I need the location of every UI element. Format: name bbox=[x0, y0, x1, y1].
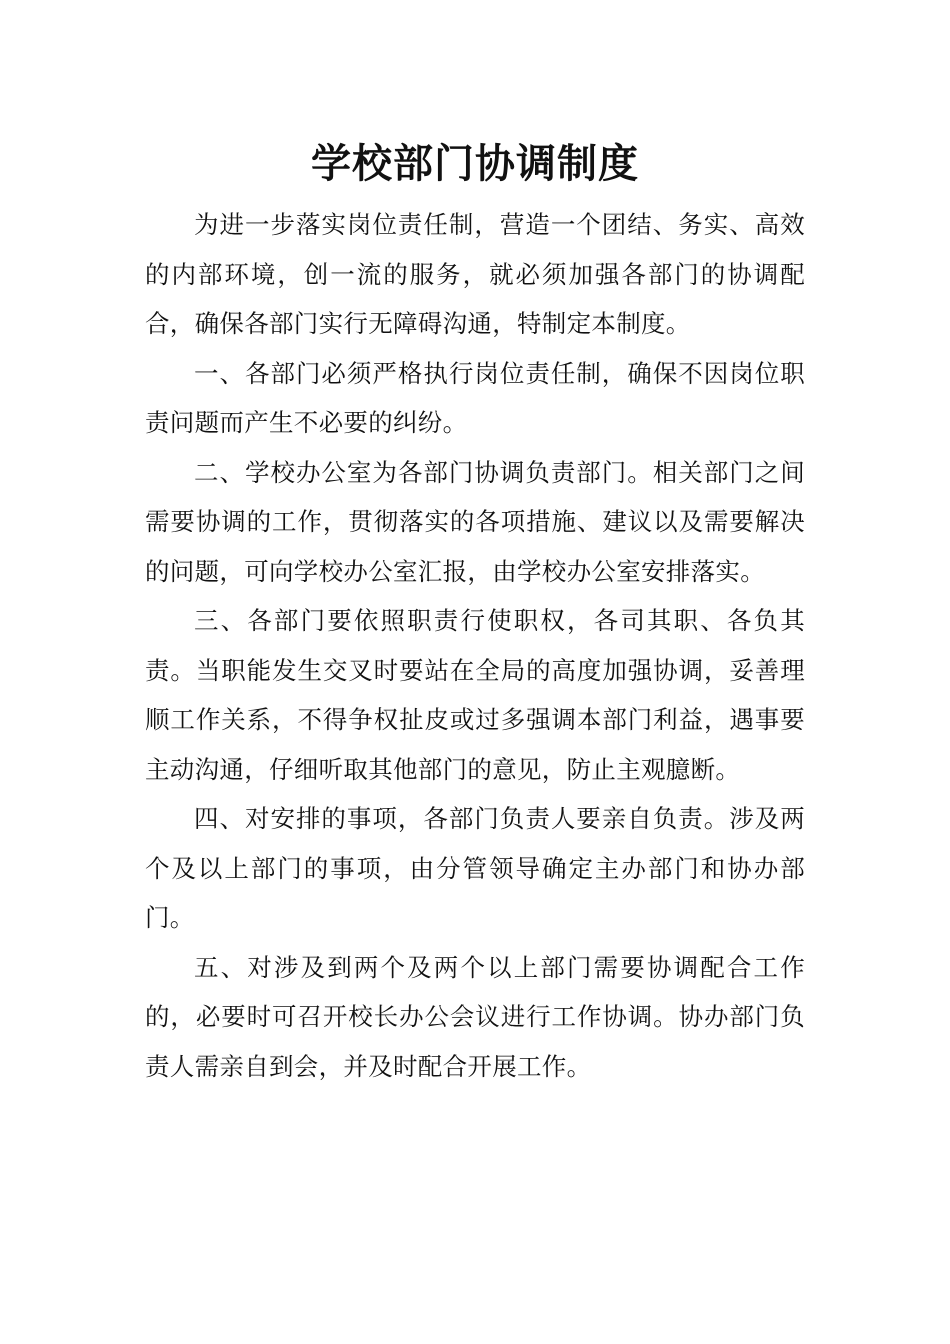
document-title: 学校部门协调制度 bbox=[311, 140, 639, 187]
paragraph-item-3: 三、各部门要依照职责行使职权，各司其职、各负其责。当职能发生交叉时要站在全局的高度加强协调，妥善理顺工作关系，不得争权扯皮或过多强调本部门利益，遇事要主动沟通，仔细听取其他部门的意见，防止主观臆断。 bbox=[145, 606, 805, 784]
paragraph-item-2: 二、学校办公室为各部门协调负责部门。相关部门之间需要协调的工作，贯彻落实的各项措施、建议以及需要解决的问题，可向学校办公室汇报，由学校办公室安排落实。 bbox=[145, 457, 805, 586]
paragraph-item-4: 四、对安排的事项，各部门负责人要亲自负责。涉及两个及以上部门的事项，由分管领导确定主办部门和协办部门。 bbox=[145, 804, 805, 932]
document-body bbox=[145, 200, 805, 1091]
paragraph-item-1: 一、各部门必须严格执行岗位责任制，确保不因岗位职责问题而产生不必要的纠纷。 bbox=[145, 358, 805, 437]
paragraph-item-5: 五、对涉及到两个及两个以上部门需要协调配合工作的，必要时可召开校长办公会议进行工作协调。协办部门负责人需亲自到会，并及时配合开展工作。 bbox=[145, 952, 805, 1081]
paragraph-intro: 为进一步落实岗位责任制，营造一个团结、务实、高效的内部环境，创一流的服务，就必须加强各部门的协调配合，确保各部门实行无障碍沟通，特制定本制度。 bbox=[145, 210, 805, 338]
